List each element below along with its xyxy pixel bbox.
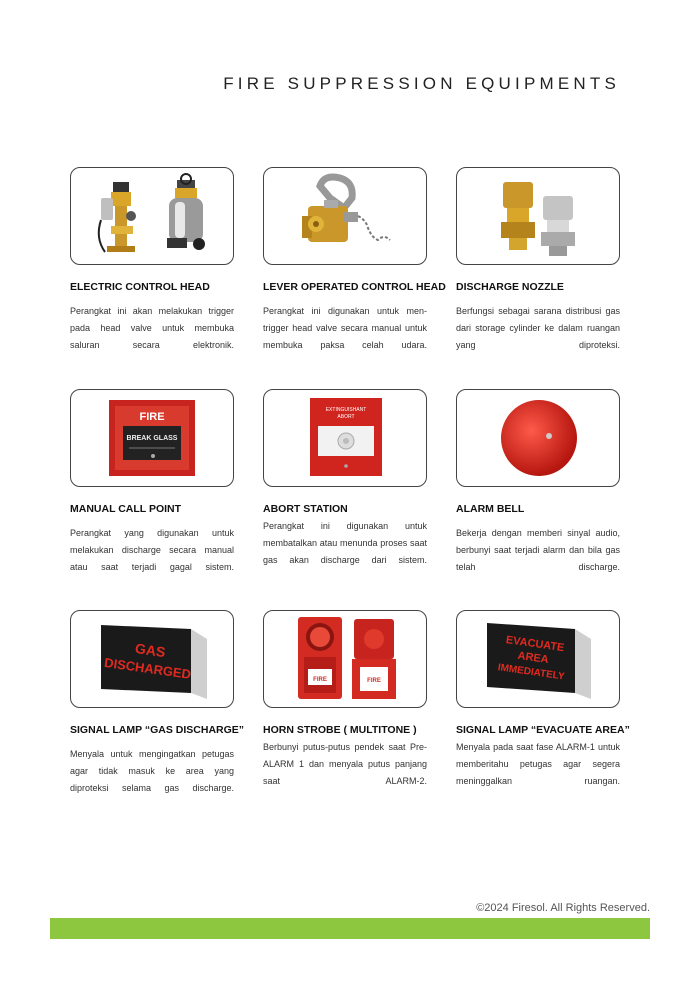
product-title: SIGNAL LAMP “EVACUATE AREA” bbox=[456, 724, 630, 736]
electric-control-head-photo bbox=[71, 168, 233, 264]
product-image-frame bbox=[456, 610, 620, 708]
copyright-footer: ©2024 Firesol. All Rights Reserved. bbox=[476, 902, 650, 914]
product-title: ABORT STATION bbox=[263, 503, 348, 515]
product-description: Menyala pada saat fase ALARM-1 untuk memberitahu petugas agar segera meninggalkan ruangan. bbox=[456, 742, 620, 786]
svg-text:BREAK GLASS: BREAK GLASS bbox=[126, 435, 178, 442]
product-description: Menyala untuk mengingatkan petugas agar tidak masuk ke area yang diproteksi selama gas discharge. bbox=[70, 749, 234, 793]
signal-lamp-gas-discharged-photo bbox=[71, 611, 233, 707]
product-title: HORN STROBE ( MULTITONE ) bbox=[263, 724, 417, 736]
product-title: SIGNAL LAMP “GAS DISCHARGE” bbox=[70, 724, 245, 736]
svg-text:GAS: GAS bbox=[134, 640, 167, 661]
abort-station-photo bbox=[264, 390, 426, 486]
svg-text:FIRE: FIRE bbox=[313, 677, 327, 683]
product-description: Perangkat yang digunakan untuk melakukan discharge secara manual atau saat terjadi gagal sistem. bbox=[70, 528, 234, 572]
product-title: LEVER OPERATED CONTROL HEAD bbox=[263, 281, 446, 293]
product-description: Perangkat ini digunakan untuk membatalkan atau menunda proses saat gas akan discharge dari sistem. bbox=[263, 521, 427, 565]
product-image-frame bbox=[70, 610, 234, 708]
product-image-frame bbox=[263, 610, 427, 708]
product-image-frame bbox=[70, 167, 234, 265]
svg-text:IMMEDIATELY: IMMEDIATELY bbox=[497, 662, 566, 683]
product-title: DISCHARGE NOZZLE bbox=[456, 281, 564, 293]
product-image-frame bbox=[456, 167, 620, 265]
svg-text:FIRE: FIRE bbox=[367, 678, 381, 684]
product-card-discharge-nozzle bbox=[456, 167, 620, 354]
alarm-bell-photo bbox=[457, 390, 619, 486]
svg-text:ABORT: ABORT bbox=[337, 414, 355, 420]
manual-call-point-photo bbox=[71, 390, 233, 486]
svg-text:AREA: AREA bbox=[516, 649, 550, 667]
product-image-frame bbox=[263, 389, 427, 487]
signal-lamp-evacuate-area-photo bbox=[457, 611, 619, 707]
product-card-horn-strobe bbox=[263, 610, 427, 790]
product-description: Berfungsi sebagai sarana distribusi gas dari storage cylinder ke dalam ruangan yang diproteksi. bbox=[456, 306, 620, 350]
product-description: Berbunyi putus-putus pendek saat Pre-ALARM 1 dan menyala putus panjang saat ALARM-2. bbox=[263, 742, 427, 786]
product-description: Perangkat ini digunakan untuk men-trigger head valve secara manual untuk membuka paksa celah udara. bbox=[263, 306, 427, 350]
product-title: ELECTRIC CONTROL HEAD bbox=[70, 281, 210, 293]
product-card-signal-lamp-evacuate-area bbox=[456, 610, 630, 790]
product-card-manual-call-point bbox=[70, 389, 234, 576]
product-card-abort-station bbox=[263, 389, 427, 569]
product-description: Bekerja dengan memberi sinyal audio, berbunyi saat terjadi alarm dan bila gas telah discharge. bbox=[456, 528, 620, 572]
product-card-alarm-bell bbox=[456, 389, 620, 576]
product-description: Perangkat ini akan melakukan trigger pada head valve untuk membuka saluran secara elektronik. bbox=[70, 306, 234, 350]
svg-text:DISCHARGED: DISCHARGED bbox=[103, 654, 192, 682]
product-image-frame bbox=[456, 389, 620, 487]
page-title: FIRE SUPPRESSION EQUIPMENTS bbox=[223, 74, 620, 93]
product-card-lever-control-head bbox=[263, 167, 446, 354]
product-card-electric-control-head bbox=[70, 167, 234, 354]
lever-control-head-photo bbox=[264, 168, 426, 264]
svg-text:FIRE: FIRE bbox=[139, 411, 165, 423]
product-card-signal-lamp-gas-discharge bbox=[70, 610, 245, 797]
product-title: MANUAL CALL POINT bbox=[70, 503, 182, 515]
discharge-nozzle-photo bbox=[457, 168, 619, 264]
svg-text:EVACUATE: EVACUATE bbox=[505, 634, 566, 655]
product-image-frame bbox=[263, 167, 427, 265]
footer-accent-bar bbox=[50, 918, 650, 939]
product-image-frame bbox=[70, 389, 234, 487]
svg-text:EXTINGUISHANT: EXTINGUISHANT bbox=[325, 407, 367, 413]
horn-strobe-photo bbox=[264, 611, 426, 707]
product-title: ALARM BELL bbox=[456, 503, 525, 515]
